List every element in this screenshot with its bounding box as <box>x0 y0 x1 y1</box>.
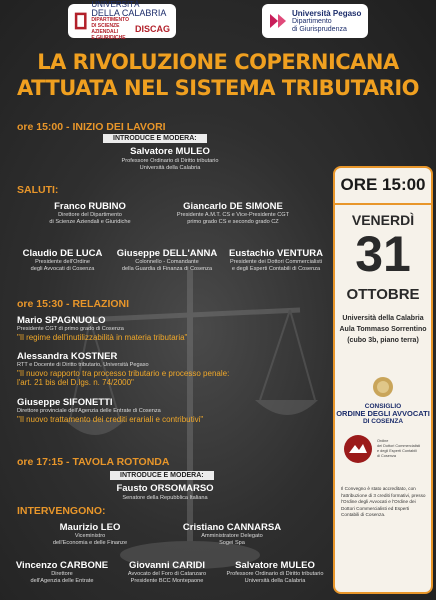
tavola-moderator-tag: INTRODUCE E MODERA: <box>110 471 214 480</box>
event-venue: Università della Calabria Aula Tommaso Sorrentino (cubo 3b, piano terra) <box>339 315 427 344</box>
time-divider <box>335 203 431 205</box>
event-weekday: VENERDÌ <box>351 212 415 228</box>
talk-item: Giuseppe SIFONETTI Direttore provinciale dell'Agenzia delle Entrate di Cosenza "Il nuovo trattamento dei crediti erariali e contributivi" <box>17 397 204 424</box>
speaker-item: Maurizio LEO Viceministro dell'Economia e delle Finanze <box>52 522 128 546</box>
speaker-item: Vincenzo CARBONE Direttore dell'Agenzia delle Entrate <box>15 560 109 584</box>
speaker-item: Salvatore MULEO Professore Ordinario di Diritto tributario Università della Calabria <box>226 560 324 584</box>
relazioni-heading: ore 15:30 - RELAZIONI <box>17 298 130 310</box>
talk-item: Alessandra KOSTNER RTT e Docente di Diritto tributario, Università Pegaso "Il nuovo rapporto tra processo tributario e processo penale: l'art. 21 bis del D.lgs. n. 74/2000" <box>17 351 230 387</box>
ordine-avvocati-logo: CONSIGLIO ORDINE DEGLI AVVOCATI DI COSENZA <box>335 376 431 425</box>
unical-dept1: DIPARTIMENTO <box>91 17 129 23</box>
saluti-person: Giuseppe DELL'ANNA Colonnello - Comandante della Guardia di Finanza di Cosenza <box>116 248 218 272</box>
saluti-person: Giancarlo DE SIMONE Presidente A.M.T. CS e Vice-Presidente CGT primo grado CS e secondo grado CZ <box>176 201 290 225</box>
opening-moderator-role2: Università della Calabria <box>139 165 201 171</box>
talk-item: Mario SPAGNUOLO Presidente CGT di primo grado di Cosenza "Il regime dell'inutilizzabilità in materia tributaria" <box>17 315 188 342</box>
tavola-heading: ore 17:15 - TAVOLA ROTONDA <box>17 456 170 468</box>
accreditation-note: Il Convegno è stato accreditato, con l'attribuzione di 3 crediti formativi, presso l'Ordine degli Avvocati e l'Ordine dei Dottori Commercialisti ed Esperti Contabili di Cosenza. <box>341 486 426 517</box>
speaker-item: Giovanni CARIDI Avvocato del Foro di Catanzaro Presidente BCC Montepaone <box>127 560 207 584</box>
speaker-item: Cristiano CANNARSA Amministratore Delegato Sogei Spa <box>182 522 282 546</box>
unical-emblem-icon <box>74 10 87 32</box>
title-line1: LA RIVOLUZIONE COPERNICANA <box>37 50 399 74</box>
pegaso-logo <box>262 4 368 38</box>
commercialisti-emblem-icon <box>343 434 373 464</box>
pegaso-dept2: di Giurisprudenza <box>292 25 347 33</box>
unical-line2: DELLA CALABRIA <box>91 8 167 18</box>
event-day: 31 <box>355 226 411 282</box>
pegaso-name: Università Pegaso <box>292 8 362 18</box>
pegaso-dept1: Dipartimento <box>292 17 332 25</box>
unical-dept3: E GIURIDICHE <box>91 35 126 41</box>
intervengono-heading: INTERVENGONO: <box>17 505 106 517</box>
event-month: OTTOBRE <box>346 286 420 303</box>
pegaso-emblem-icon <box>268 11 288 31</box>
opening-moderator-name: Salvatore MULEO <box>130 146 210 157</box>
opening-moderator-role1: Professore Ordinario di Diritto tributario <box>121 158 219 164</box>
event-time: ORE 15:00 <box>340 175 426 194</box>
tavola-moderator-name: Fausto ORSOMARSO <box>116 483 214 494</box>
commercialisti-logo: Ordine dei Dottori Commercialisti e degli Esperti Contabili di Cosenza <box>343 434 431 464</box>
opening-moderator-tag: INTRODUCE E MODERA: <box>103 134 207 143</box>
tavola-moderator-role: Senatore della Repubblica Italiana <box>122 495 208 501</box>
discag-acronym: DISCAG <box>134 24 170 34</box>
saluti-heading: SALUTI: <box>17 184 59 196</box>
unical-dept2: DI SCIENZE AZIENDALI <box>91 23 120 35</box>
opening-heading: ore 15:00 - INIZIO DEI LAVORI <box>17 121 166 133</box>
saluti-person: Franco RUBINO Direttore del Dipartimento di Scienze Aziendali e Giuridiche <box>49 201 131 225</box>
unical-logo <box>68 0 176 41</box>
title-line2: ATTUATA NEL SISTEMA TRIBUTARIO <box>17 76 419 100</box>
event-info-panel <box>333 166 433 594</box>
unical-line1: UNIVERSITÀ <box>91 0 140 9</box>
ordine-seal-icon <box>372 376 394 398</box>
saluti-person: Claudio DE LUCA Presidente dell'Ordine degli Avvocati di Cosenza <box>22 248 103 272</box>
saluti-person: Eustachio VENTURA Presidente dei Dottori Commercialisti e degli Esperti Contabili di Cosenza <box>229 248 323 272</box>
